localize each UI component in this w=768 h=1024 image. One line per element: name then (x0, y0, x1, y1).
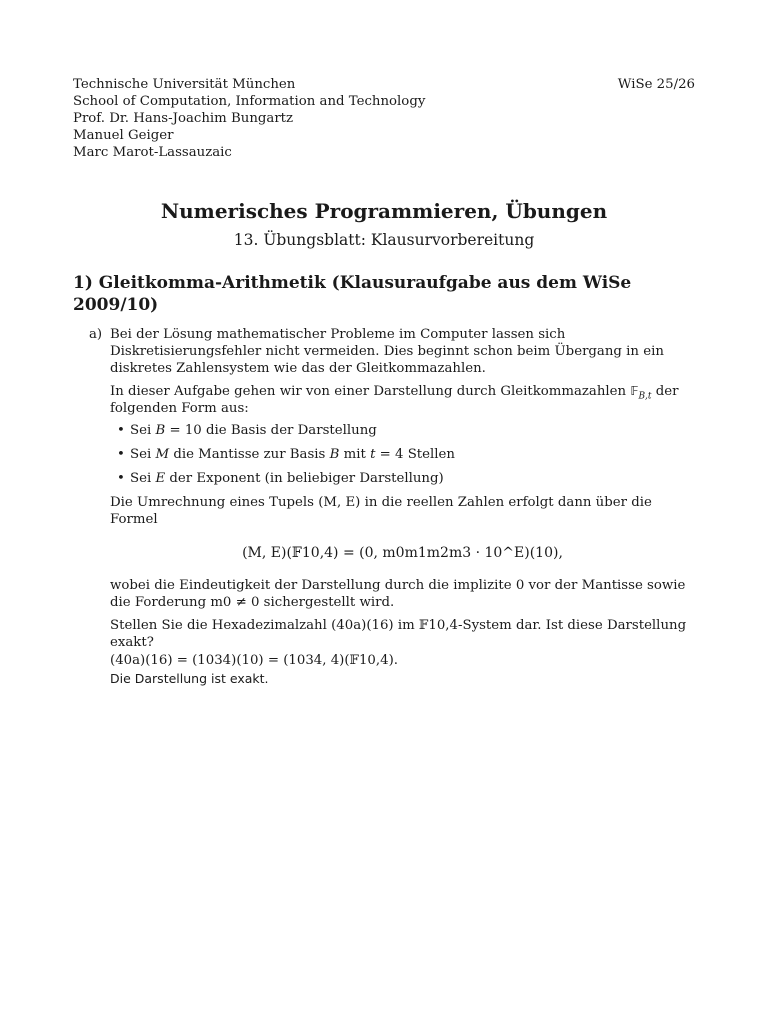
format-end: der folgenden Form aus: (110, 384, 679, 416)
page-title: Numerisches Programmieren, Übungen (160, 199, 608, 223)
task-label: a) (89, 327, 103, 342)
conversion-text: Die Umrechnung eines Tupels (M, E) in die reellen Zahlen erfolgt dann über die Formel (110, 495, 652, 527)
definition-list (110, 422, 695, 487)
header-semester: WiSe 25/26 (617, 77, 695, 92)
header-university: Technische Universität München (73, 77, 296, 92)
float-set-symbol: 𝔽 (630, 384, 639, 398)
document-header (73, 76, 695, 161)
conversion-formula: (M, E)(𝔽10,4) = (0, m0m1m2m3 · 10^E)(10), (242, 545, 563, 561)
task-intro: Bei der Lösung mathematischer Probleme im Computer lassen sich Diskretisierungsfehler nicht vermeiden. Dies beginnt schon beim Übergang in ein diskretes Zahlensystem wie das der Gleitkommazahlen. (110, 327, 664, 376)
answer-equation: (40a)(16) = (1034)(10) = (1034, 4)(𝔽10,4). (110, 653, 398, 668)
answer-text: Die Darstellung ist exakt. (110, 671, 269, 686)
document-page (73, 76, 695, 687)
uniqueness-text: wobei die Eindeutigkeit der Darstellung durch die implizite 0 vor der Mantisse sowie die Forderung m0 ≠ 0 sichergestellt wird. (110, 578, 686, 610)
format-paragraph (110, 383, 695, 417)
header-tutor-1: Manuel Geiger (73, 128, 174, 143)
page-subtitle: 13. Übungsblatt: Klausurvorbereitung (233, 231, 535, 249)
list-item: • Sei E der Exponent (in beliebiger Darstellung) (130, 470, 695, 487)
header-professor: Prof. Dr. Hans-Joachim Bungartz (73, 111, 294, 126)
float-set-subscript: B,t (638, 391, 652, 402)
section-title: 1) Gleitkomma-Arithmetik (Klausuraufgabe aus dem WiSe 2009/10) (73, 273, 632, 315)
list-item: • Sei M die Mantisse zur Basis B mit t = 4 Stellen (130, 446, 695, 463)
header-tutor-2: Marc Marot-Lassauzaic (73, 145, 232, 160)
format-text: In dieser Aufgabe gehen wir von einer Darstellung durch Gleitkommazahlen (110, 384, 627, 399)
task-question: Stellen Sie die Hexadezimalzahl (40a)(16) im 𝔽10,4-System dar. Ist diese Darstellung exakt? (110, 618, 687, 650)
list-item: • Sei B = 10 die Basis der Darstellung (130, 422, 695, 439)
task-a (73, 326, 695, 687)
header-school: School of Computation, Information and Technology (73, 94, 426, 109)
